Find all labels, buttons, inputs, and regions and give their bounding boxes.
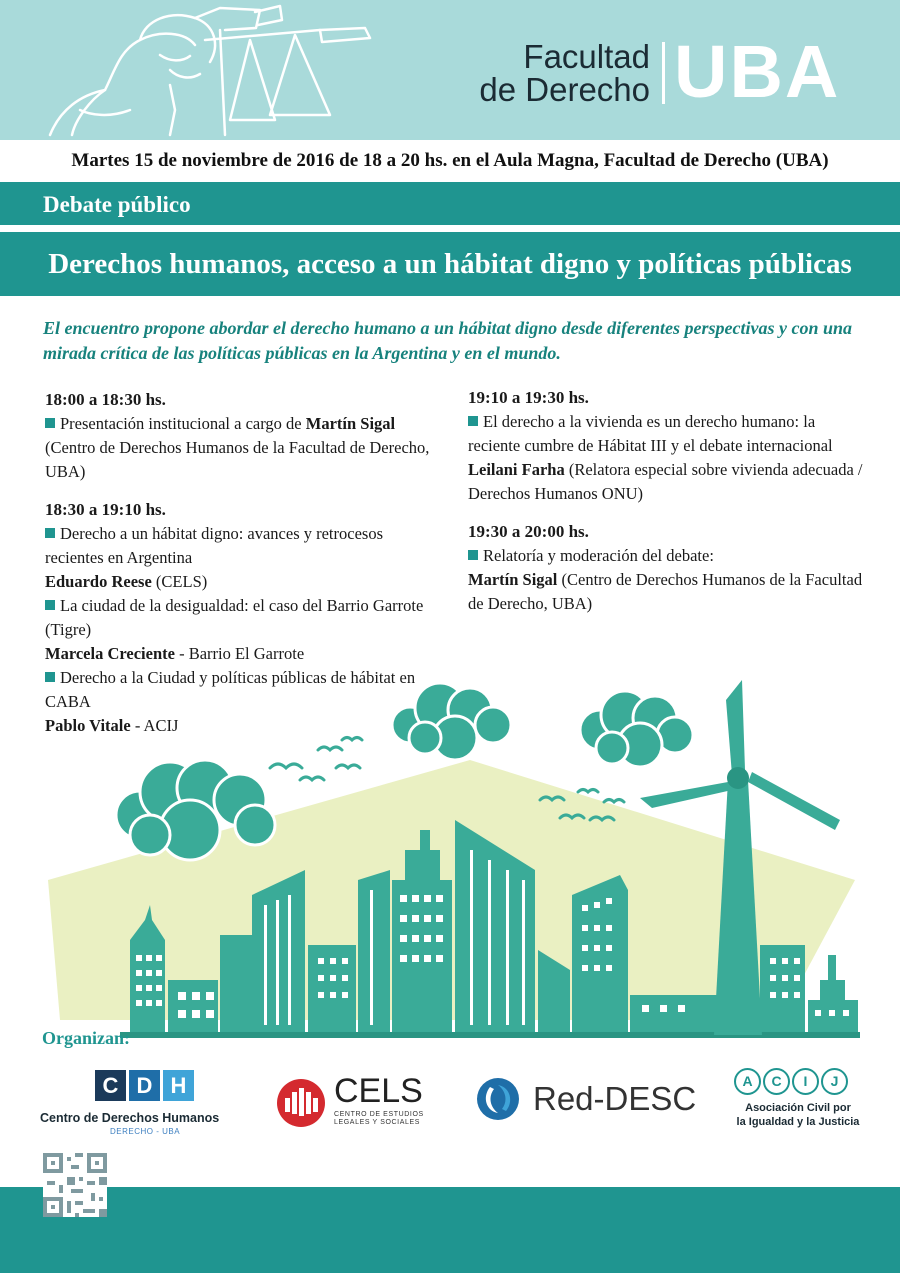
schedule-item <box>45 522 445 570</box>
acij-name-line-1: Asociación Civil por <box>745 1102 851 1114</box>
time-slot: 19:30 a 20:00 hs. <box>468 522 589 541</box>
time-slot: 19:10 a 19:30 hs. <box>468 388 589 407</box>
time-slot: 18:00 a 18:30 hs. <box>45 390 166 409</box>
facultad-de-derecho-wordmark <box>458 40 650 106</box>
acij-letter: J <box>821 1068 848 1095</box>
debate-label: Debate público <box>43 192 191 217</box>
acij-letter: I <box>792 1068 819 1095</box>
speaker-name: Martín Sigal <box>305 414 396 433</box>
cloud-icon <box>116 760 275 860</box>
schedule-item <box>468 410 868 458</box>
speaker-line <box>468 458 868 506</box>
item-topic: Derecho a la Ciudad y políticas públicas de hábitat en CABA <box>45 668 416 711</box>
building <box>358 870 390 1035</box>
speaker-name: Pablo Vitale <box>45 716 131 735</box>
bullet-square-icon <box>45 528 55 538</box>
acij-name-line-2: la Igualdad y la Justicia <box>736 1116 860 1128</box>
building <box>168 980 218 1035</box>
cdh-subtitle: DERECHO - UBA <box>110 1127 181 1136</box>
bullet-square-icon <box>468 550 478 560</box>
red-desc-emblem-icon <box>476 1077 520 1121</box>
speaker-name: Eduardo Reese <box>45 572 152 591</box>
facultad-line-1: Facultad <box>523 38 650 75</box>
event-dateline: Martes 15 de noviembre de 2016 de 18 a 20 hs. en el Aula Magna, Facultad de Derecho (UBA) <box>0 140 900 182</box>
schedule-block <box>45 388 445 484</box>
header-divider <box>662 42 665 104</box>
event-title: Derechos humanos, acceso a un hábitat digno y políticas públicas <box>48 248 852 280</box>
schedule-item <box>468 544 868 568</box>
bullet-square-icon <box>45 600 55 610</box>
cdh-letter: C <box>95 1070 126 1101</box>
cdh-logo <box>40 1070 250 1140</box>
bullet-square-icon <box>45 418 55 428</box>
schedule-item <box>45 594 445 642</box>
speaker-line <box>45 570 445 594</box>
red-desc-logo <box>476 1077 706 1125</box>
item-topic: Relatoría y moderación del debate: <box>483 546 714 565</box>
speaker-name: Marcela Creciente <box>45 644 175 663</box>
speaker-affiliation: - Barrio El Garrote <box>174 644 305 663</box>
acij-name <box>728 1101 868 1129</box>
bullet-square-icon <box>468 416 478 426</box>
speaker-name: Martín Sigal <box>468 570 558 589</box>
cloud-icon <box>392 683 511 760</box>
schedule-block <box>468 520 868 616</box>
red-desc-name: Red-DESC <box>533 1080 697 1117</box>
speaker-affiliation: (CELS) <box>151 572 208 591</box>
acij-letter-circles <box>734 1068 868 1095</box>
speaker-line <box>45 642 445 666</box>
item-topic: La ciudad de la desigualdad: el caso del Barrio Garrote (Tigre) <box>45 596 424 639</box>
building <box>220 935 252 1035</box>
city-skyline-illustration <box>0 680 900 1040</box>
item-affiliation: (Centro de Derechos Humanos de la Facultad de Derecho, UBA) <box>45 438 430 481</box>
cloud-icon <box>580 691 693 767</box>
schedule-right-column <box>468 386 868 630</box>
acij-letter: C <box>763 1068 790 1095</box>
qr-code-icon[interactable] <box>43 1153 107 1217</box>
cdh-name: Centro de Derechos Humanos <box>40 1111 220 1125</box>
speaker-line <box>468 568 868 616</box>
cels-name: CELS <box>334 1072 423 1110</box>
cels-emblem-icon <box>276 1078 326 1128</box>
acij-logo <box>728 1068 868 1138</box>
debate-bar <box>0 182 900 228</box>
item-topic: Derecho a un hábitat digno: avances y retrocesos recientes en Argentina <box>45 524 383 567</box>
building <box>630 995 720 1035</box>
cdh-letter: D <box>129 1070 160 1101</box>
speaker-affiliation: (Relatora especial sobre vivienda adecuada / Derechos Humanos ONU) <box>468 460 863 503</box>
speaker-name: Leilani Farha <box>468 460 565 479</box>
organizers-label: Organizan: <box>42 1028 130 1048</box>
cdh-letter-boxes <box>95 1070 250 1101</box>
intro-paragraph: El encuentro propone abordar el derecho humano a un hábitat digno desde diferentes perspectivas y con una mirada crítica de las políticas públicas en la Argentina y en el mundo. <box>43 318 853 363</box>
justice-figure-illustration <box>20 0 380 140</box>
building <box>808 955 858 1035</box>
footer-bar <box>0 1187 900 1273</box>
cels-subtitle: CENTRO DE ESTUDIOS LEGALES Y SOCIALES <box>334 1111 424 1126</box>
acij-letter: A <box>734 1068 761 1095</box>
title-bar <box>0 232 900 296</box>
item-topic: El derecho a la vivienda es un derecho humano: la reciente cumbre de Hábitat III y el debate internacional <box>468 412 833 455</box>
building <box>572 875 628 1035</box>
speaker-affiliation: - ACIJ <box>130 716 179 735</box>
time-slot: 18:30 a 19:10 hs. <box>45 500 166 519</box>
cdh-letter: H <box>163 1070 194 1101</box>
uba-wordmark: UBA <box>674 30 841 113</box>
cels-logo <box>276 1073 446 1133</box>
header-banner <box>0 0 900 140</box>
item-text: Presentación institucional a cargo de <box>60 414 306 433</box>
schedule-block <box>468 386 868 506</box>
facultad-line-2: de Derecho <box>479 71 650 108</box>
speaker-affiliation: (Centro de Derechos Humanos de la Facultad de Derecho, UBA) <box>468 570 863 613</box>
schedule-item <box>45 412 445 484</box>
